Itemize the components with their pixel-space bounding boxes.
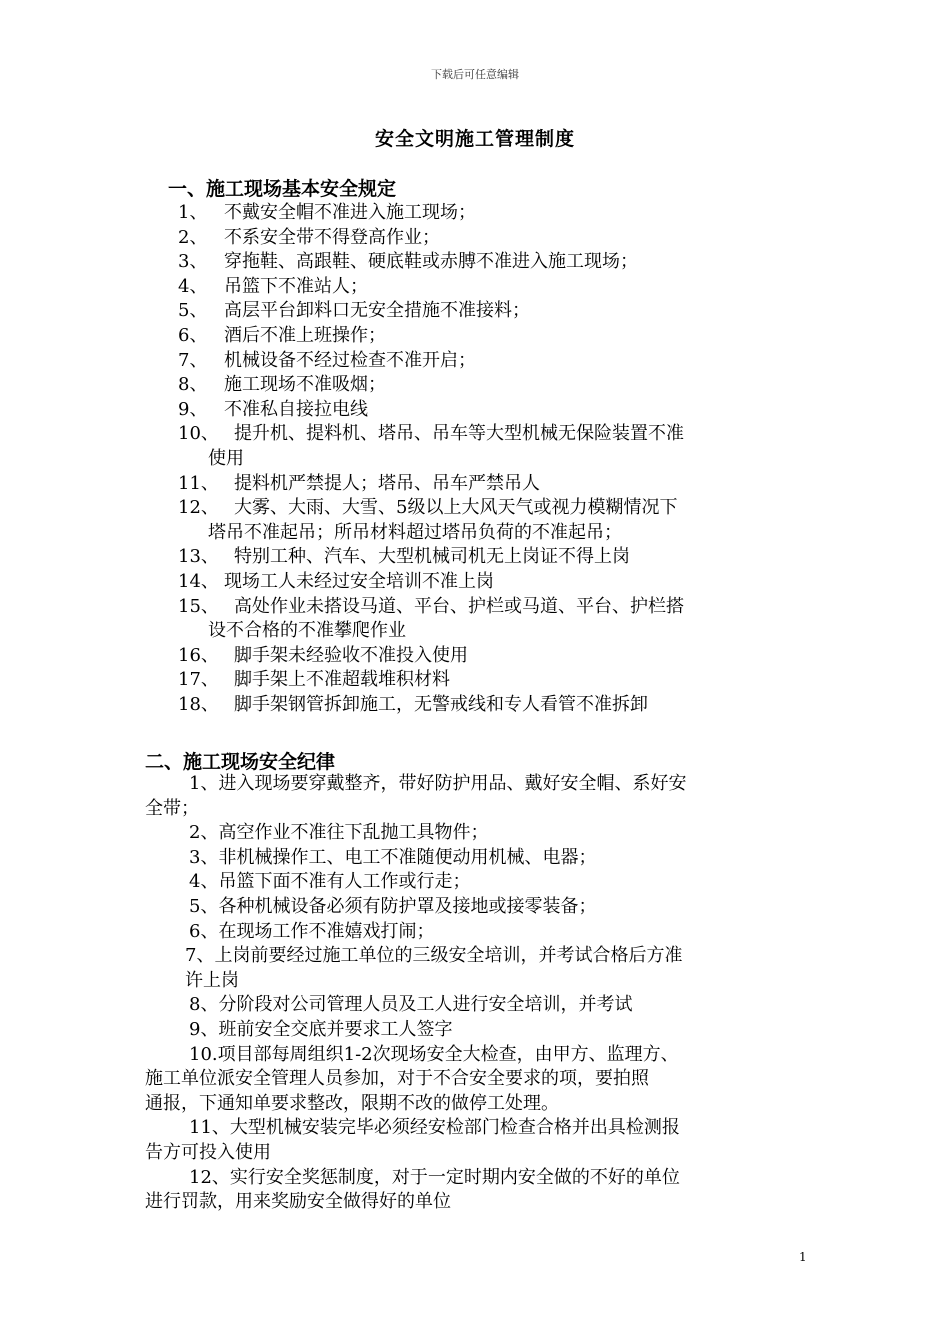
item-continuation: 告方可投入使用 [145, 1141, 271, 1163]
list-item [178, 226, 818, 251]
section2-heading: 二、施工现场安全纪律 [145, 751, 336, 773]
item-number: 14、 [178, 570, 219, 592]
item-text: 高层平台卸料口无安全措施不准接料； [224, 300, 530, 322]
item-text: 高处作业未搭设马道、平台、护栏或马道、平台、护栏搭 [234, 595, 684, 617]
list-item [178, 398, 818, 423]
item-number: 12、 [178, 497, 219, 519]
list-item [178, 595, 818, 620]
item-text: 吊篮下不准站人； [224, 275, 368, 297]
item-text: 不系安全带不得登高作业； [224, 226, 440, 248]
list-item [178, 668, 818, 693]
list-item [178, 373, 818, 398]
item-text: 不戴安全帽不准进入施工现场； [224, 202, 476, 223]
item-continuation: 设不合格的不准攀爬作业 [208, 620, 406, 642]
item-text: 脚手架上不准超载堆积材料 [234, 669, 450, 691]
item-number: 1、 [178, 202, 208, 223]
list-item: 4、吊篮下面不准有人工作或行走； [189, 871, 471, 893]
item-number: 9、 [178, 398, 208, 420]
item-number: 7、 [178, 349, 208, 371]
item-number: 15、 [178, 595, 219, 617]
list-item [178, 201, 818, 226]
document-title: 安全文明施工管理制度 [374, 128, 575, 150]
item-number: 6、 [178, 324, 208, 346]
item-text: 施工现场不准吸烟； [224, 374, 386, 396]
list-item [178, 693, 818, 718]
list-item [178, 422, 818, 447]
item-text: 穿拖鞋、高跟鞋、硬底鞋或赤膊不准进入施工现场； [224, 251, 638, 273]
list-item [178, 299, 818, 324]
list-item: 1、进入现场要穿戴整齐，带好防护用品、戴好安全帽、系好安 [189, 773, 687, 794]
item-number: 8、 [178, 374, 208, 396]
item-continuation: 进行罚款，用来奖励安全做得好的单位 [145, 1191, 451, 1213]
item-text: 提升机、提料机、塔吊、吊车等大型机械无保险装置不准 [234, 423, 684, 445]
list-item [178, 570, 818, 595]
header-note: 下载后可任意编辑 [431, 68, 519, 81]
item-number: 10、 [178, 423, 219, 445]
list-item: 6、在现场工作不准嬉戏打闹； [189, 920, 435, 942]
item-number: 18、 [178, 693, 219, 715]
item-continuation: 使用 [208, 447, 244, 469]
item-number: 5、 [178, 300, 208, 322]
section1-heading: 一、施工现场基本安全规定 [168, 178, 397, 200]
list-item: 7、上岗前要经过施工单位的三级安全培训，并考试合格后方准 [185, 945, 683, 967]
item-text: 脚手架钢管拆卸施工，无警戒线和专人看管不准拆卸 [234, 693, 648, 715]
item-text: 不准私自接拉电线 [224, 398, 368, 420]
item-continuation: 全带； [145, 797, 199, 819]
item-text: 特别工种、汽车、大型机械司机无上岗证不得上岗 [234, 546, 630, 568]
list-item [178, 545, 818, 570]
list-item: 9、班前安全交底并要求工人签字 [189, 1018, 453, 1040]
list-item [178, 496, 818, 521]
item-number: 11、 [178, 472, 219, 494]
item-continuation: 施工单位派安全管理人员参加，对于不合安全要求的项，要拍照 [145, 1068, 649, 1090]
item-number: 17、 [178, 669, 219, 691]
list-item [178, 250, 818, 275]
item-number: 16、 [178, 644, 219, 666]
list-item: 5、各种机械设备必须有防护罩及接地或接零装备； [189, 895, 597, 917]
list-item [178, 324, 818, 349]
item-text: 现场工人未经过安全培训不准上岗 [224, 570, 494, 592]
section2-list [145, 772, 810, 1215]
list-item: 2、高空作业不准往下乱抛工具物件； [189, 822, 489, 844]
list-item [178, 275, 818, 300]
item-number: 13、 [178, 546, 219, 568]
item-text: 提料机严禁提人；塔吊、吊车严禁吊人 [234, 472, 540, 494]
item-text: 机械设备不经过检查不准开启； [224, 349, 476, 371]
list-item [178, 472, 818, 497]
item-continuation: 许上岗 [185, 969, 239, 991]
item-text: 大雾、大雨、大雪、5级以上大风天气或视力模糊情况下 [234, 497, 678, 519]
list-item: 3、非机械操作工、电工不准随便动用机械、电器； [189, 846, 597, 868]
item-continuation: 通报，下通知单要求整改，限期不改的做停工处理。 [145, 1092, 559, 1114]
item-number: 3、 [178, 251, 208, 273]
list-item [178, 349, 818, 374]
item-number: 2、 [178, 226, 208, 248]
page-number: 1 [799, 1250, 807, 1264]
list-item [178, 644, 818, 669]
item-text: 酒后不准上班操作； [224, 324, 386, 346]
list-item: 12、实行安全奖惩制度，对于一定时期内安全做的不好的单位 [189, 1166, 680, 1188]
list-item: 10.项目部每周组织1-2次现场安全大检查，由甲方、监理方、 [189, 1043, 679, 1065]
item-continuation: 塔吊不准起吊；所吊材料超过塔吊负荷的不准起吊； [208, 521, 622, 543]
list-item: 11、大型机械安装完毕必须经安检部门检查合格并出具检测报 [189, 1117, 680, 1139]
item-text: 脚手架未经验收不准投入使用 [234, 644, 468, 666]
list-item: 8、分阶段对公司管理人员及工人进行安全培训，并考试 [189, 994, 633, 1016]
section1-list [178, 201, 818, 717]
item-number: 4、 [178, 275, 208, 297]
